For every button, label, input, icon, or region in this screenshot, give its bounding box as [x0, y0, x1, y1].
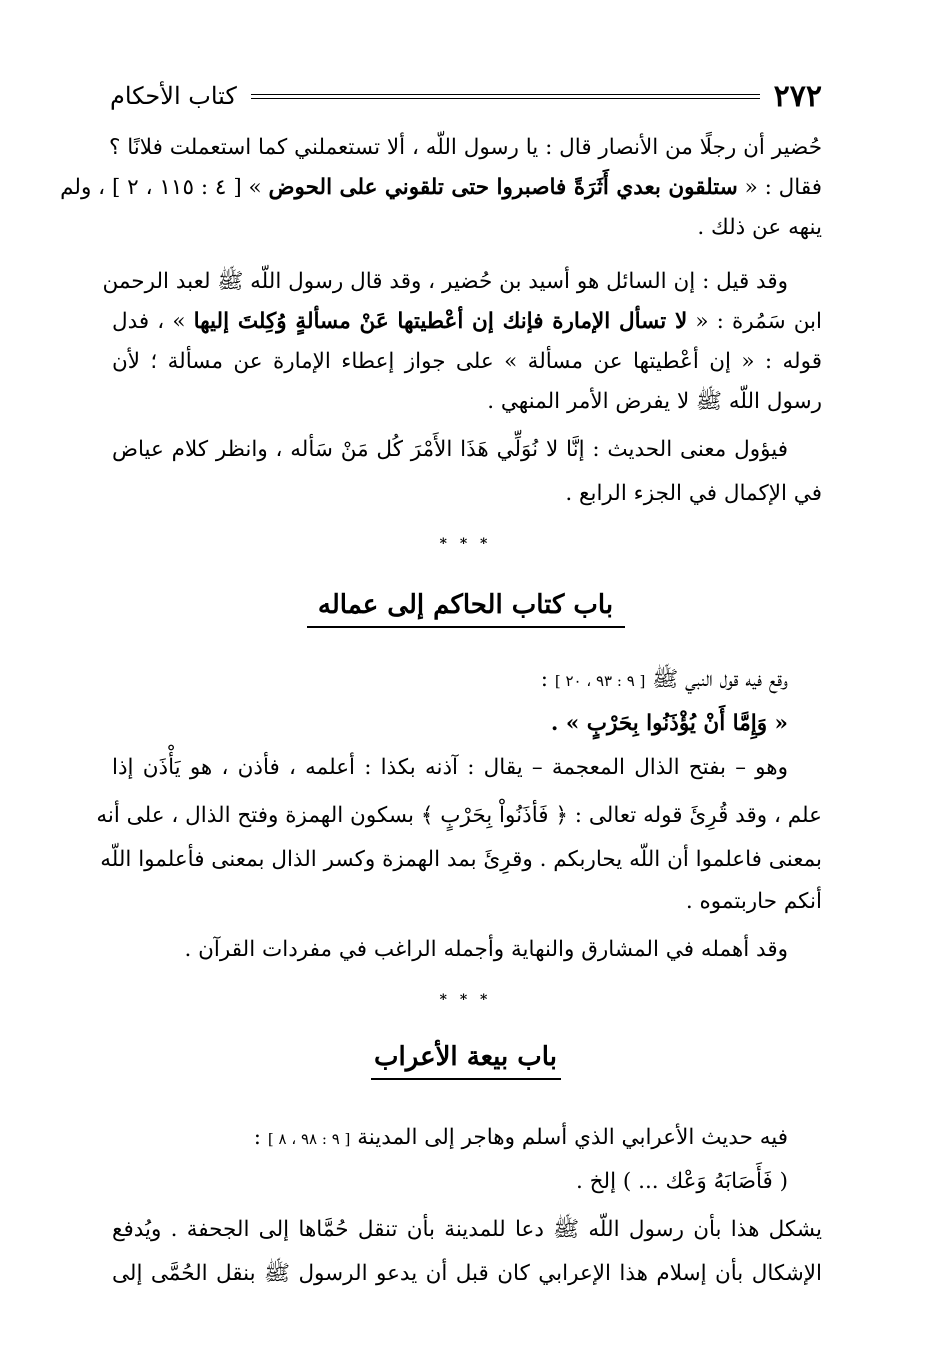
hadith-quote: لا تسأل الإمارة فإنك إن أعْطيتها عَنْ مسألةٍ وُكِلتَ إليها: [193, 309, 688, 334]
header-rule: [251, 94, 760, 99]
text-segment: فيه حديث الأعرابي الذي أسلم وهاجر إلى المدينة: [357, 1125, 788, 1150]
text-line: [112, 302, 822, 342]
text-line: يشكل هذا بأن رسول اللّه ﷺ دعا للمدينة بأن تنقل حُمَّاها إلى الجحفة . ويُدفع: [112, 1217, 822, 1242]
text-line: قوله : « إن أعْطيتها عن مسألة » على جواز إعطاء الإمارة عن مسألة ؛ لأن: [112, 349, 822, 374]
page-number: ٢٧٢: [773, 78, 822, 114]
title-underline: [307, 626, 625, 628]
section-separator: * * *: [439, 536, 492, 552]
text-line: فيؤول معنى الحديث : إنَّا لا نُوَلِّي هَذَا الأَمْرَ كُل مَنْ سَأله ، وانظر كلام عياض: [112, 437, 788, 462]
text-line: رسول اللّه ﷺ لا يفرض الأمر المنهي .: [487, 389, 822, 414]
text-line: ينهه عن ذلك .: [697, 215, 822, 240]
page-header: [110, 76, 822, 116]
section-heading: [0, 590, 931, 628]
text-segment: فقال : «: [744, 175, 822, 200]
text-segment: وقع فيه قول النبي ﷺ: [652, 667, 788, 692]
section-title: باب كتاب الحاكم إلى عماله: [317, 590, 614, 620]
text-line: في الإكمال في الجزء الرابع .: [565, 481, 822, 506]
quran-quote: « وَإِمَّا أَنْ يُؤْذَنُوا بِحَرْبٍ » .: [550, 711, 788, 736]
section-heading: [0, 1042, 931, 1080]
text-segment: :: [540, 667, 548, 692]
text-line: وقد أهمله في المشارق والنهاية وأجمله الراغب في مفردات القرآن .: [184, 937, 788, 962]
text-line: وهو – بفتح الذال المعجمة – يقال : آذنه بكذا : أعلمه ، فأذن ، هو يَأْذَن إذا: [112, 755, 788, 780]
text-line: [112, 1118, 822, 1159]
text-line: وقد قيل : إن السائل هو أسيد بن حُضير ، وقد قال رسول اللّه ﷺ لعبد الرحمن: [102, 269, 788, 294]
section-separator: * * *: [439, 992, 492, 1008]
text-line: [60, 168, 822, 208]
book-title: كتاب الأحكام: [110, 82, 237, 110]
section-title: باب بيعة الأعراب: [374, 1042, 557, 1072]
hadith-quote: ستلقون بعدي أَثَرَةً فاصبروا حتى تلقوني على الحوض: [268, 175, 738, 200]
text-segment: ابن سَمُرة : «: [695, 309, 823, 334]
text-line: [112, 660, 822, 701]
text-line: بمعنى فاعلموا أن اللّه يحاربكم . وقرِئَ بمد الهمزة وكسر الذال بمعنى فأعلموا اللّه: [100, 847, 822, 872]
text-segment: » [ ٤ : ١١٥ ، ٢ ] ، ولم: [60, 175, 262, 200]
text-line: حُضير أن رجلًا من الأنصار قال : يا رسول اللّه ، ألا تستعملني كما استعملت فلانًا ؟: [108, 135, 822, 160]
text-line: الإشكال بأن إسلام هذا الإعرابي كان قبل أن يدعو الرسول ﷺ بنقل الحُمَّى إلى: [112, 1261, 822, 1286]
citation: [ ٩ : ٩٨ ، ٨ ]: [267, 1130, 351, 1148]
citation: [ ٩ : ٩٣ ، ٢٠ ]: [554, 672, 646, 690]
title-underline: [371, 1078, 561, 1080]
text-line: أنكم حاربتموه .: [685, 889, 822, 914]
text-line: ( فَأَصَابَهُ وَعْك ... ) إلخ .: [576, 1169, 788, 1194]
text-segment: » ، فدل: [112, 309, 186, 334]
text-line: علم ، وقد قُرِئَ قوله تعالى : ﴿ فَأذَنُواْ بِحَرْبٍ ﴾ بسكون الهمزة وفتح الذال ، على أنه: [96, 803, 822, 828]
text-segment: :: [253, 1125, 262, 1150]
